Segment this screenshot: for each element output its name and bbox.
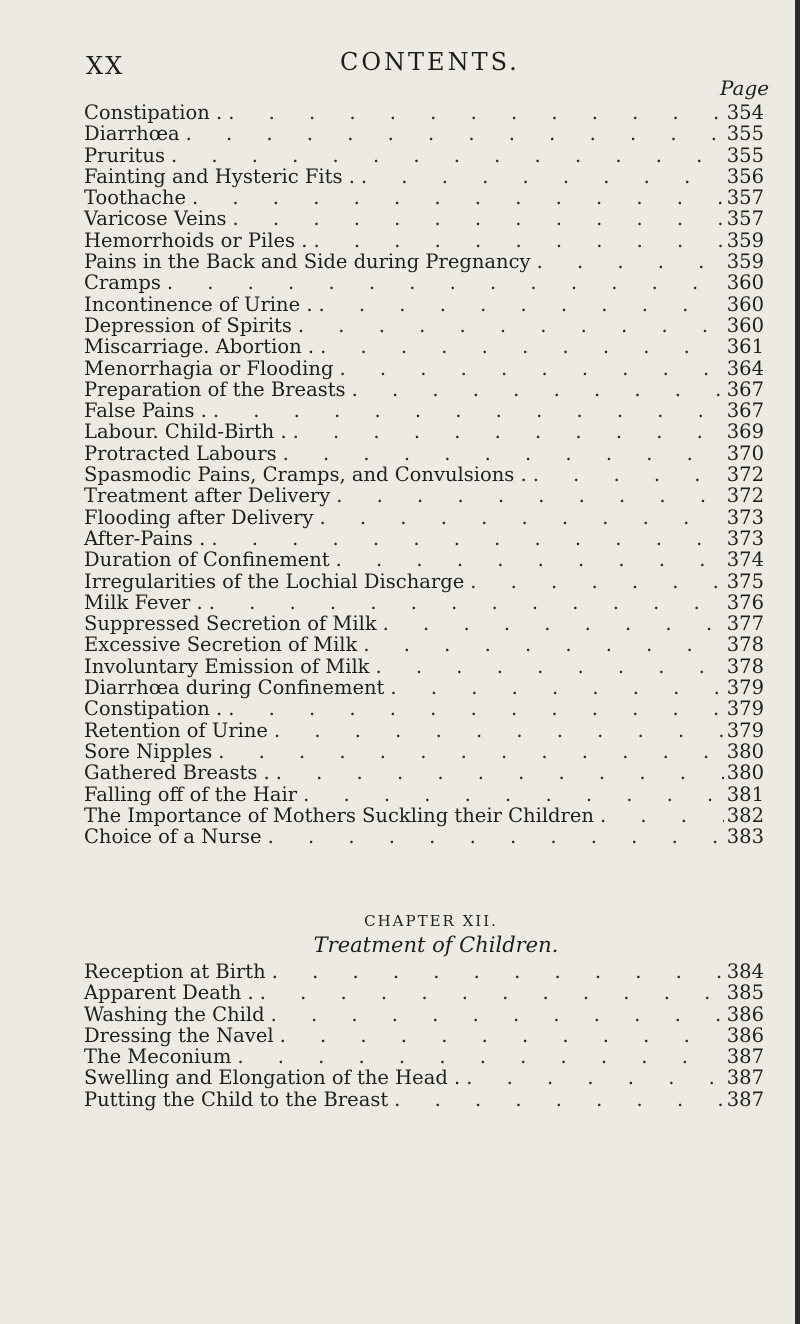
dot-leader (203, 592, 724, 613)
toc-entry (84, 464, 764, 485)
dot-leader (222, 102, 724, 123)
chapter-contents-list (84, 961, 764, 1110)
toc-entry-page: 386 (726, 1023, 764, 1047)
dot-leader (330, 485, 724, 506)
toc-entry (84, 145, 764, 166)
toc-entry-title: Retention of Urine (84, 718, 268, 742)
toc-entry-title: Varicose Veins (84, 207, 227, 231)
toc-entry-page: 374 (726, 548, 764, 572)
dot-leader (270, 762, 724, 783)
toc-entry-page: 364 (726, 356, 764, 380)
dot-leader (292, 315, 724, 336)
toc-entry-title: Gathered Breasts . (84, 761, 270, 785)
dot-leader (594, 805, 724, 826)
toc-entry-page: 354 (726, 101, 764, 124)
toc-entry-title: Irregularities of the Lochial Discharge (84, 569, 465, 593)
toc-entry-title: Miscarriage. Abortion . (84, 335, 315, 359)
page-edge-shadow (795, 0, 800, 1324)
toc-entry (84, 1089, 764, 1110)
dot-leader (464, 571, 724, 592)
toc-entry-title: Putting the Child to the Breast (84, 1087, 389, 1111)
toc-entry-page: 379 (726, 697, 764, 721)
toc-entry-title: Toothache (84, 186, 187, 210)
toc-entry-title: Suppressed Secretion of Milk (84, 612, 377, 636)
dot-leader (231, 1046, 724, 1067)
toc-entry (84, 400, 764, 421)
toc-entry-page: 359 (726, 228, 764, 252)
toc-entry-title: After-Pains . (84, 526, 206, 550)
dot-leader (161, 272, 724, 293)
toc-entry (84, 1046, 764, 1067)
toc-entry-page: 369 (726, 420, 764, 444)
toc-entry-page: 383 (726, 825, 764, 849)
dot-leader (388, 1089, 724, 1110)
toc-entry (84, 613, 764, 634)
toc-entry-title: Incontinence of Urine . (84, 292, 313, 316)
toc-entry (84, 741, 764, 762)
toc-entry-title: Hemorrhoids or Piles . (84, 228, 308, 252)
toc-entry-title: Depression of Spirits (84, 313, 292, 337)
toc-entry-title: Protracted Labours (84, 441, 277, 465)
toc-entry-page: 384 (726, 960, 764, 983)
dot-leader (314, 336, 724, 357)
toc-entry-title: Choice of a Nurse (84, 825, 262, 849)
page-title: CONTENTS. (340, 48, 520, 76)
toc-entry-page: 387 (726, 1087, 764, 1111)
toc-entry-title: Washing the Child (84, 1002, 265, 1026)
toc-entry (84, 294, 764, 315)
toc-entry-page: 380 (726, 761, 764, 785)
toc-entry (84, 528, 764, 549)
dot-leader (265, 1004, 724, 1025)
toc-entry-page: 360 (726, 292, 764, 316)
toc-entry-page: 373 (726, 505, 764, 529)
dot-leader (212, 741, 724, 762)
toc-entry-page: 381 (726, 782, 764, 806)
toc-entry (84, 784, 764, 805)
toc-entry (84, 762, 764, 783)
toc-entry-title: Treatment after Delivery (84, 484, 331, 508)
dot-leader (333, 358, 724, 379)
toc-entry-title: Diarrhœa during Confinement (84, 676, 385, 700)
dot-leader (287, 421, 724, 442)
toc-entry-page: 367 (726, 399, 764, 423)
toc-entry (84, 123, 764, 144)
toc-entry-page: 377 (726, 612, 764, 636)
toc-entry (84, 634, 764, 655)
dot-leader (277, 443, 724, 464)
toc-entry-title: Preparation of the Breasts (84, 377, 346, 401)
toc-entry-page: 357 (726, 207, 764, 231)
dot-leader (384, 677, 724, 698)
dot-leader (297, 784, 724, 805)
toc-entry-title: Dressing the Navel (84, 1023, 274, 1047)
toc-entry (84, 720, 764, 741)
toc-entry (84, 485, 764, 506)
toc-entry-title: The Importance of Mothers Suckling their Children (84, 803, 594, 827)
toc-entry-title: Diarrhœa (84, 122, 180, 146)
toc-entry (84, 507, 764, 528)
toc-entry-page: 385 (726, 981, 764, 1005)
page-number-roman: XX (86, 52, 125, 80)
toc-entry-title: False Pains . (84, 399, 207, 423)
toc-entry (84, 443, 764, 464)
toc-entry-page: 372 (726, 463, 764, 487)
toc-entry-page: 387 (726, 1066, 764, 1090)
toc-entry-title: Swelling and Elongation of the Head . (84, 1066, 461, 1090)
toc-entry (84, 358, 764, 379)
contents-list (84, 102, 764, 847)
dot-leader (460, 1067, 724, 1088)
dot-leader (346, 379, 724, 400)
dot-leader (227, 208, 724, 229)
toc-entry (84, 677, 764, 698)
toc-entry-title: Falling off of the Hair (84, 782, 298, 806)
toc-entry-page: 372 (726, 484, 764, 508)
toc-entry (84, 102, 764, 123)
toc-entry-page: 357 (726, 186, 764, 210)
toc-entry (84, 805, 764, 826)
toc-entry (84, 272, 764, 293)
toc-entry-page: 386 (726, 1002, 764, 1026)
toc-entry-title: Flooding after Delivery (84, 505, 314, 529)
dot-leader (370, 656, 725, 677)
toc-entry-page: 356 (726, 164, 764, 188)
toc-entry (84, 982, 764, 1003)
dot-leader (330, 549, 724, 570)
toc-entry (84, 571, 764, 592)
toc-entry-title: Involuntary Emission of Milk (84, 654, 370, 678)
toc-entry-page: 379 (726, 676, 764, 700)
toc-entry-title: Milk Fever . (84, 590, 203, 614)
toc-entry (84, 187, 764, 208)
toc-entry (84, 1025, 764, 1046)
toc-entry-page: 355 (726, 122, 764, 146)
toc-entry-page: 375 (726, 569, 764, 593)
dot-leader (307, 230, 724, 251)
toc-entry (84, 656, 764, 677)
toc-entry-title: Excessive Secretion of Milk (84, 633, 358, 657)
toc-entry-page: 370 (726, 441, 764, 465)
toc-entry-page: 379 (726, 718, 764, 742)
toc-entry (84, 961, 764, 982)
toc-entry-title: Cramps (84, 271, 161, 295)
toc-entry-title: Pains in the Back and Side during Pregnancy (84, 250, 531, 274)
toc-entry-title: Menorrhagia or Flooding (84, 356, 334, 380)
toc-entry-page: 378 (726, 633, 764, 657)
chapter-subtitle: Treatment of Children. (313, 933, 559, 957)
page-column-label: Page (720, 76, 770, 100)
toc-entry-page: 360 (726, 313, 764, 337)
toc-entry-page: 355 (726, 143, 764, 167)
toc-entry (84, 1067, 764, 1088)
dot-leader (527, 464, 724, 485)
toc-entry-page: 378 (726, 654, 764, 678)
toc-entry-page: 361 (726, 335, 764, 359)
toc-entry-title: Constipation . (84, 697, 223, 721)
dot-leader (268, 720, 724, 741)
dot-leader (313, 294, 724, 315)
toc-entry (84, 1004, 764, 1025)
dot-leader (180, 123, 724, 144)
toc-entry-title: Sore Nipples (84, 739, 213, 763)
toc-entry (84, 592, 764, 613)
toc-entry-page: 359 (726, 250, 764, 274)
toc-entry-page: 380 (726, 739, 764, 763)
toc-entry (84, 166, 764, 187)
toc-entry (84, 379, 764, 400)
toc-entry-page: 376 (726, 590, 764, 614)
toc-entry-page: 367 (726, 377, 764, 401)
toc-entry-page: 382 (726, 803, 764, 827)
chapter-heading: CHAPTER XII. (364, 912, 498, 930)
dot-leader (262, 826, 724, 847)
dot-leader (357, 634, 724, 655)
toc-entry (84, 549, 764, 570)
toc-entry-title: Fainting and Hysteric Fits . (84, 164, 355, 188)
toc-entry-page: 387 (726, 1045, 764, 1069)
toc-entry-title: Apparent Death . (84, 981, 254, 1005)
toc-entry-page: 360 (726, 271, 764, 295)
toc-entry-title: The Meconium (84, 1045, 232, 1069)
dot-leader (355, 166, 724, 187)
dot-leader (531, 251, 724, 272)
toc-entry-title: Labour. Child-Birth . (84, 420, 287, 444)
dot-leader (377, 613, 724, 634)
dot-leader (222, 698, 724, 719)
toc-entry (84, 230, 764, 251)
dot-leader (186, 187, 724, 208)
toc-entry-title: Constipation . (84, 101, 223, 124)
dot-leader (207, 400, 724, 421)
dot-leader (254, 982, 724, 1003)
dot-leader (165, 145, 724, 166)
toc-entry-title: Reception at Birth (84, 960, 266, 983)
toc-entry-title: Duration of Confinement (84, 548, 330, 572)
toc-entry (84, 698, 764, 719)
toc-entry (84, 421, 764, 442)
toc-entry (84, 336, 764, 357)
toc-entry-page: 373 (726, 526, 764, 550)
toc-entry (84, 251, 764, 272)
dot-leader (274, 1025, 724, 1046)
toc-entry (84, 826, 764, 847)
toc-entry-title: Pruritus (84, 143, 165, 167)
toc-entry-title: Spasmodic Pains, Cramps, and Convulsions . (84, 463, 527, 487)
toc-entry (84, 315, 764, 336)
dot-leader (314, 507, 725, 528)
dot-leader (205, 528, 724, 549)
dot-leader (266, 961, 724, 982)
toc-entry (84, 208, 764, 229)
